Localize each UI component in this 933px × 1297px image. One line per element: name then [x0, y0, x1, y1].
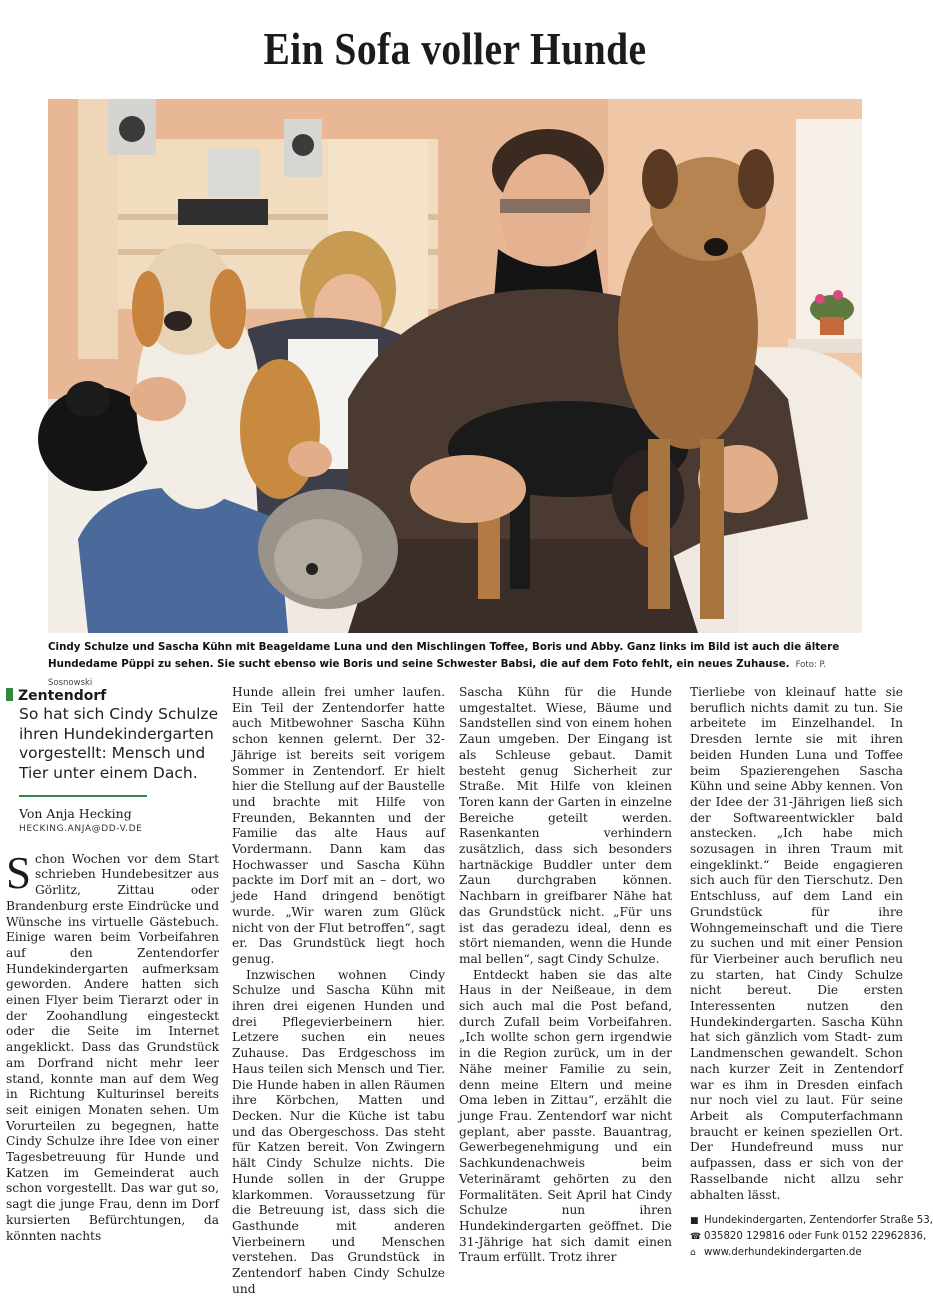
article-column-1: [6, 685, 219, 1244]
caption-text: Cindy Schulze und Sascha Kühn mit Beageldame Luna und den Mischlingen Toffee, Boris und Abby. Ganz links im Bild ist auch die ältere Hundedame Püppi zu sehen. Sie sucht ebenso wie Boris und seine Schwester Babsi, die auf dem Foto fehlt, ein neues Zuhause.: [48, 641, 840, 670]
kicker-marker: [6, 688, 13, 701]
kicker-location: Zentendorf: [18, 688, 107, 704]
drop-cap: S: [6, 847, 32, 898]
article-paragraph-5: Entdeckt haben sie das alte Haus in der Neißeaue, in dem sich auch mal die Post befand, durch Zufall beim Vorbeifahren. „Ich wollte schon gern irgendwie in die Region zurück, um in der Nähe meiner Familie zu sein, denn meine Eltern und meine Oma leben in Zittau“, erzählt die junge Frau. Zentendorf war nicht geplant, aber passte. Bauantrag, Gewerbegenehmigung und ein Sachkundenachweis beim Veterinäramt gehörten zu den Formalitäten. Seit April hat Cindy Schulze nun ihren Hundekindergarten geöffnet. Die 31-Jährige hat sich damit einen Traum erfüllt. Trotz ihrer: [459, 967, 672, 1265]
caption-credit: Foto: P. Sosnowski: [48, 660, 826, 688]
article-paragraph-1-text: chon Wochen vor dem Start schrieben Hundebesitzer aus Görlitz, Zittau oder Brandenburg erste Eindrücke und Wünsche ins virtuelle Gästebuch. Einige waren beim Vorbeifahren auf den Zentendorfer Hundekindergarten aufmerksam geworden. Andere hatten sich einen Flyer beim Tierarzt oder in der Zoohandlung eingesteckt oder die Seite im Internet angeklickt. Dass das Grundstück am Dorfrand nicht mehr leer stand, konnte man auf dem Weg in Richtung Kulturinsel bereits seit einigen Monaten sehen. Um Vorurteilen zu begegnen, hatte Cindy Schulze ihre Idee von einer Tagesbetreuung für Hunde und Katzen im Gemeinderat auch schon vorgestellt. Das war gut so, sagt die junge Frau, denn im Dorf kursierten Befürchtungen, da könnten nachts: [6, 851, 219, 1243]
info-address: ■ Hundekindergarten, Zentendorfer Straße 53,: [690, 1213, 903, 1229]
author-email[interactable]: HECKING.ANJA@DD-V.DE: [19, 824, 143, 834]
article-paragraph-4: Sascha Kühn für die Hunde umgestaltet. Wiese, Bäume und Sandstellen sind von einem hohen Zaun umgeben. Der Eingang ist als Schleuse gebaut. Damit besteht genug Sicherheit zur Straße. Mit Hilfe von kleinen Toren kann der Garten in einzelne Bereiche geteilt werden. Rasenkanten verhindern zusätzlich, dass sich besonders hartnäckige Buddler unter dem Zaun durchgraben können. Nachbarn in greifbarer Nähe hat das Grundstück nicht. „Für uns ist das geradezu ideal, denn es stört niemanden, wenn die Hunde mal bellen“, sagt Cindy Schulze.: [459, 685, 672, 966]
info-website[interactable]: ⌂ www.derhundekindergarten.de: [690, 1245, 903, 1261]
square-bullet-icon: ■: [690, 1216, 699, 1227]
info-box: [690, 1213, 933, 1261]
kicker-rule: [19, 795, 147, 797]
article-column-4: [690, 685, 933, 1261]
mouse-icon: ⌂: [690, 1248, 696, 1259]
info-phone: ☎ 035820 129816 oder Funk 0152 22962836,: [690, 1229, 903, 1245]
photo-illustration: [48, 99, 862, 633]
article-paragraph-1: [6, 847, 219, 1245]
phone-icon: ☎: [690, 1232, 702, 1243]
photo-credit: Foto: P. Sosnowski: [784, 620, 857, 629]
article-paragraph-3: Inzwischen wohnen Cindy Schulze und Sascha Kühn mit ihren drei eigenen Hunden und drei Pflegevierbeinern hier. Letzere suchen ein neues Zuhause. Das Erdgeschoss im Haus teilen sich Mensch und Tier. Die Hunde haben in allen Räumen ihre Körbchen, Matten und Decken. Nur die Küche ist tabu und das Obergeschoss. Das steht für Katzen bereit. Von Zwingern hält Cindy Schulze nichts. Die Hunde sollen in der Gruppe klarkommen. Voraussetzung für die Betreuung ist, dass sich die Gasthunde mit anderen Vierbeinern und Menschen verstehen. Das Grundstück in Zentendorf haben Cindy Schulze und: [232, 967, 445, 1296]
article-column-3: [459, 685, 672, 1266]
article-photo: [48, 99, 862, 633]
headline: Ein Sofa voller Hunde: [263, 23, 647, 74]
kicker: [6, 687, 219, 705]
article-column-2: [232, 685, 445, 1297]
article-paragraph-6: Tierliebe von kleinauf hatte sie beruflich nichts damit zu tun. Sie arbeitete im Einzelhandel. In Dresden lernte sie mit ihren beiden Hunden Luna und Toffee beim Spazierengehen Sascha Kühn und seine Abby kennen. Von der Idee der 31-Jährigen ließ sich der Softwareentwickler bald anstecken. „Ich habe mich sozusagen in ihren Traum mit eingeklinkt.“ Beide engagieren sich auch für den Tierschutz. Den Entschluss, auf dem Land ein Grundstück für ihre Wohngemeinschaft und die Tiere zu suchen und mit einer Pension für Vierbeiner auch beruflich neu zu starten, hat Cindy Schulze nicht bereut. Die ersten Interessenten nutzen den Hundekindergarten. Sascha Kühn hat sich gänzlich vom Stadt- zum Landmenschen gewandelt. Schon nach kurzer Zeit in Zentendorf war es ihm in Dresden einfach nur noch viel zu laut. Für seine Arbeit als Computerfachmann braucht er keinen speziellen Ort. Der Hundefreund muss nur aufpassen, dass er sich von der Rasselbande nicht allzu sehr abhalten lässt.: [690, 685, 903, 1202]
byline: Von Anja Hecking: [19, 806, 132, 821]
article-paragraph-2: Hunde allein frei umher laufen. Ein Teil der Zentendorfer hatte auch Mitbewohner Sascha Kühn schon kennen gelernt. Der 32-Jährige ist bereits seit vorigem Sommer in Zentendorf. Er hielt hier die Stellung auf der Baustelle und brachte mit Hilfe von Freunden, Bekannten und der Familie das alte Haus auf Vordermann. Dann kam das Hochwasser und Sascha Kühn packte im Dorf mit an – dort, wo jede Hand dringend benötigt wurde. „Wir waren zum Glück nicht von der Flut betroffen“, sagt er. Das Grundstück liegt hoch genug.: [232, 685, 445, 966]
subhead: So hat sich Cindy Schulze ihren Hundekindergarten vorgestellt: Mensch und Tier unter einem Dach.: [19, 705, 219, 782]
